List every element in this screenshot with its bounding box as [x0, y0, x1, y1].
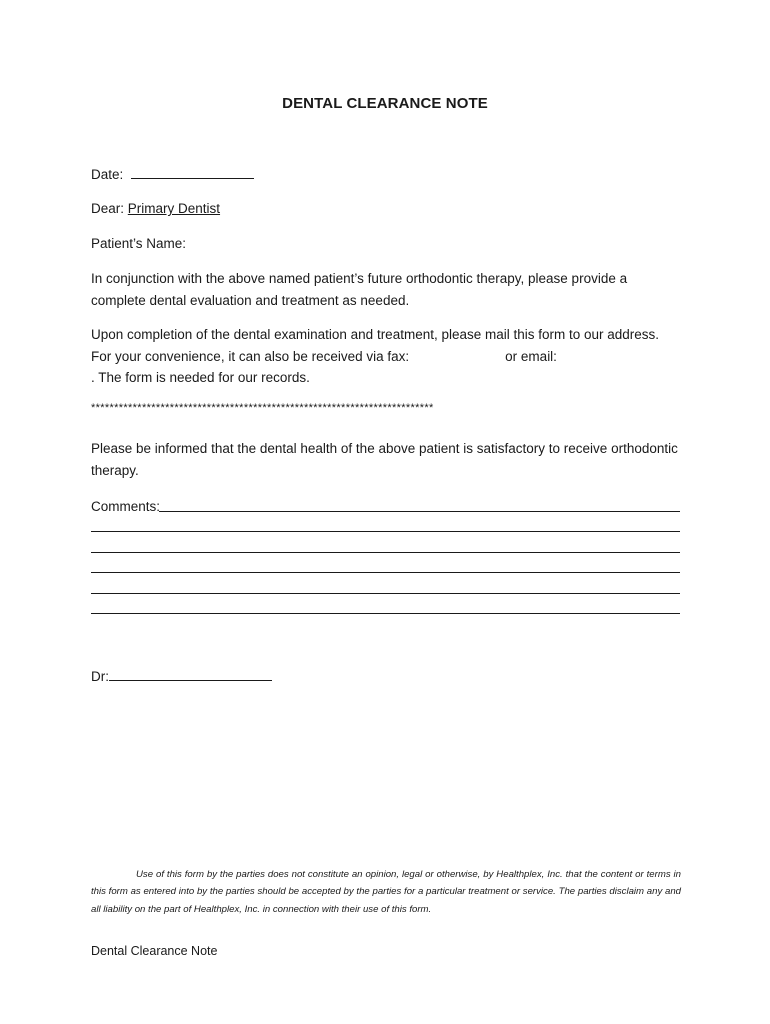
footer-text: Dental Clearance Note: [91, 944, 218, 958]
separator-stars: **************************************************************************: [91, 402, 434, 414]
email-label: or email:: [505, 348, 557, 364]
date-field[interactable]: [131, 164, 254, 179]
comments-line-5[interactable]: [91, 593, 680, 594]
comments-line-1[interactable]: [159, 511, 680, 512]
comments-line-6[interactable]: [91, 613, 680, 614]
date-label: Date:: [91, 167, 124, 182]
comments-line-3[interactable]: [91, 552, 680, 553]
document-title: DENTAL CLEARANCE NOTE: [282, 95, 488, 112]
dear-value: Primary Dentist: [127, 201, 221, 216]
disclaimer-text: Use of this form by the parties does not constitute an opinion, legal or otherwise, by Healthplex, Inc. that the content or terms in this form as entered into by the parties should be accepted by the parties for a particular treatment or service. The parties disclaim any and all liability on the part of Healthplex, Inc. in connection with their use of this form.: [91, 869, 681, 915]
paragraph-evaluation-request: In conjunction with the above named patient’s future orthodontic therapy, please provide a complete dental evaluation and treatment as needed.: [91, 271, 628, 308]
doctor-label: Dr:: [91, 669, 109, 684]
records-text: . The form is needed for our records.: [91, 370, 310, 385]
doctor-signature-row: [91, 666, 272, 687]
paragraph-satisfactory-statement: Please be informed that the dental health of the above patient is satisfactory to receive orthodontic therapy.: [91, 441, 678, 478]
patient-name-label: Patient’s Name:: [91, 236, 187, 251]
dear-row: [91, 198, 220, 219]
comments-line-4[interactable]: [91, 572, 680, 573]
doctor-signature-field[interactable]: [109, 666, 272, 681]
paragraph-mailing-instructions: [91, 324, 681, 389]
date-row: [91, 164, 254, 185]
patient-name-row: [91, 233, 186, 254]
comments-label: Comments:: [91, 499, 161, 514]
mailing-text: Upon completion of the dental examination and treatment, please mail this form to our address. For your convenience, it can also be received via fax:: [91, 327, 660, 364]
dear-label: Dear:: [91, 201, 125, 216]
comments-line-2[interactable]: [91, 531, 680, 532]
